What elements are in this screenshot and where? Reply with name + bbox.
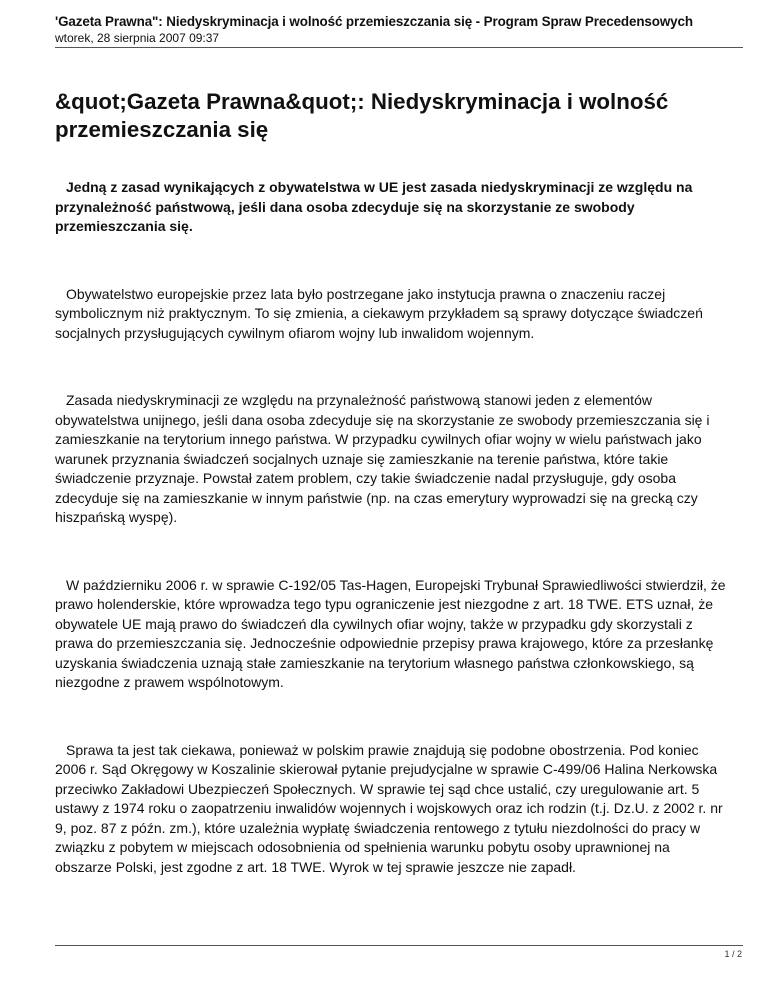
article-lead: Jedną z zasad wynikających z obywatelstwa w UE jest zasada niedyskryminacji ze względu na przynależność państwową, jeśli dana osoba zdecyduje się na skorzystanie ze swobody przemieszczania się. [55,179,693,234]
header-divider [55,47,743,48]
page-header [55,14,745,46]
article-paragraph-2: Zasada niedyskryminacji ze względu na przynależność państwową stanowi jeden z elementów obywatelstwa unijnego, jeśli dana osoba zdecyduje się na skorzystanie ze swobody przemieszczania się i zamieszkanie na terytorium innego państwa. W przypadku cywilnych ofiar wojny w wielu państwach jako warunek przyznania świadczeń socjalnych uznaje się zamieszkanie na terenie państwa, które takie świadczenie przyznaje. Powstał zatem problem, czy takie świadczenie nadal przysługuje, gdy osoba zdecyduje się na zamieszkanie w innym państwie (np. na czas emerytury wyprowadzi się na grecką czy hiszpańską wyspę). [55,392,710,525]
article-paragraph-1: Obywatelstwo europejskie przez lata było postrzegane jako instytucja prawna o znaczeniu raczej symbolicznym niż praktycznym. To się zmienia, a ciekawym przykładem są sprawy dotyczące świadczeń socjalnych przysługujących cywilnym ofiarom wojny lub inwalidom wojennym. [55,285,703,341]
header-date: wtorek, 28 sierpnia 2007 09:37 [55,31,220,45]
article-paragraph-4: Sprawa ta jest tak ciekawa, ponieważ w polskim prawie znajdują się podobne obostrzenia. Pod koniec 2006 r. Sąd Okręgowy w Koszalinie skierował pytanie prejudycjalne w sprawie C-499/06 Halina Nerkowska przeciwko Zakładowi Ubezpieczeń Społecznych. W sprawie tej sąd chce ustalić, czy uregulowanie art. 5 ustawy z 1974 roku o zaopatrzeniu inwalidów wojennych i wojskowych oraz ich rodzin (t.j. Dz.U. z 2002 r. nr 9, poz. 87 z późn. zm.), które uzależnia wypłatę świadczenia rentowego z tytułu niezdolności do pracy w związku z pobytem w miejscach odosobnienia od spełnienia warunku pobytu osoby uprawnionej na obszarze Polski, jest zgodne z art. 18 TWE. Wyrok w tej sprawie jeszcze nie zapadł. [55,741,723,875]
article-body [55,178,730,877]
article-paragraph-3: W październiku 2006 r. w sprawie C-192/05 Tas-Hagen, Europejski Trybunał Sprawiedliwości stwierdził, że prawo holenderskie, które wprowadza tego typu ograniczenie jest niezgodne z art. 18 TWE. ETS uznał, że obywatele UE mają prawo do świadczeń dla cywilnych ofiar wojny, także w przypadku gdy skorzystali z prawa do przemieszczania się. Jednocześnie odpowiednie przepisy prawa krajowego, które za przesłankę uzyskania świadczenia uznają stałe zamieszkanie na terytorium własnego państwa członkowskiego, są niezgodne z prawem wspólnotowym. [55,576,726,690]
page-number: 1 / 2 [724,949,742,959]
article-title: &quot;Gazeta Prawna&quot;: Niedyskryminacja i wolność przemieszczania się [55,89,669,142]
header-title: 'Gazeta Prawna": Niedyskryminacja i wolność przemieszczania się - Program Spraw Precedensowych [55,14,693,29]
footer-divider [55,945,743,946]
